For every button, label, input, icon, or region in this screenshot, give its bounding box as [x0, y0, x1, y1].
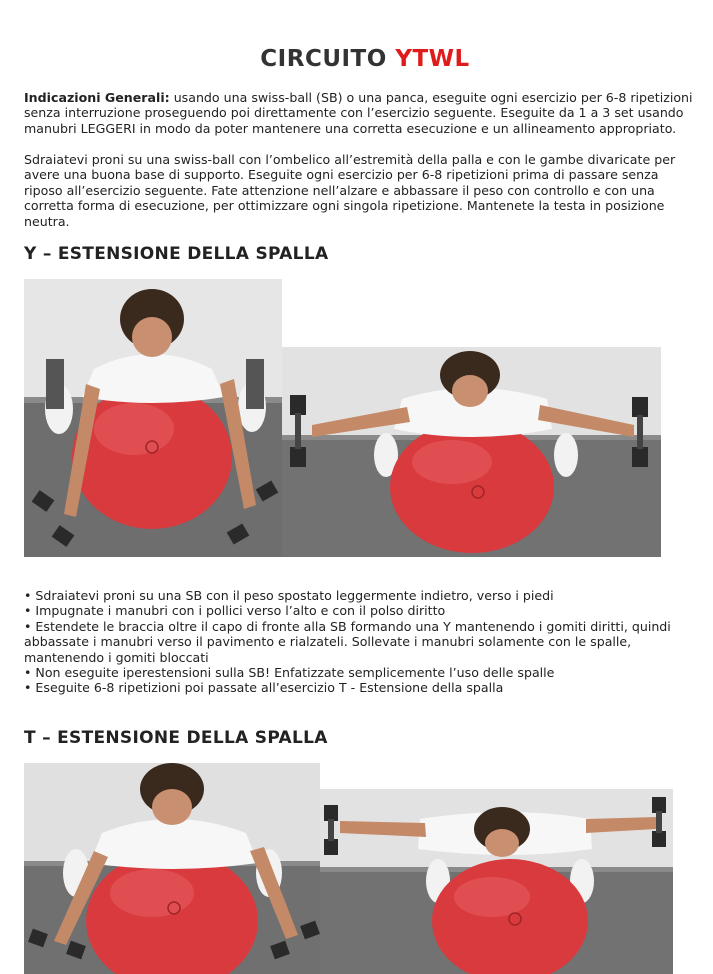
list-item: • Impugnate i manubri con i pollici verso l’alto e con il polso diritto — [24, 603, 446, 619]
y-exercise-photo-raised — [282, 347, 661, 557]
intro-line-1: usando una swiss-ball (SB) o una panca, eseguite ogni esercizio per 6-8 ripetizioni — [169, 90, 693, 105]
setup-line: neutra. — [24, 213, 70, 229]
section-y-heading: Y – ESTENSIONE DELLA SPALLA — [24, 244, 329, 264]
intro-paragraph — [24, 90, 713, 136]
title-main: CIRCUITO — [260, 46, 396, 72]
setup-line: corretta forma di esecuzione, per ottimizzare ogni singola ripetizione. Mantenete la testa in posizione — [24, 198, 665, 214]
setup-line: riposo all’esercizio seguente. Fate attenzione nell’alzare e abbassare il peso con controllo e con una — [24, 182, 655, 198]
setup-line: avere una buona base di supporto. Eseguite ogni esercizio per 6-8 ripetizioni prima di passare senza — [24, 167, 659, 183]
section-y-instructions — [24, 588, 713, 696]
list-item: abbassate i manubri verso il pavimento e rialzateli. Sollevate i manubri solamente con le spalle, — [24, 634, 632, 650]
list-item: mantenendo i gomiti bloccati — [24, 649, 209, 665]
intro-line-2: senza interruzione proseguendo poi direttamente con l’esercizio seguente. Eseguite da 1 a 3 set usando — [24, 105, 684, 121]
t-exercise-photo-start — [24, 763, 320, 974]
page-title — [0, 46, 713, 72]
list-item: • Eseguite 6-8 ripetizioni poi passate all’esercizio T - Estensione della spalla — [24, 680, 504, 696]
list-item: • Non eseguite iperestensioni sulla SB! Enfatizzate semplicemente l’uso delle spalle — [24, 664, 555, 680]
setup-line: Sdraiatevi proni su una swiss-ball con l’ombelico all’estremità della palla e con le gambe divaricate per — [24, 152, 676, 167]
section-t-heading: T – ESTENSIONE DELLA SPALLA — [24, 728, 328, 748]
list-item: • Sdraiatevi proni su una SB con il peso spostato leggermente indietro, verso i piedi — [24, 588, 554, 603]
t-exercise-photo-raised — [320, 789, 673, 974]
setup-paragraph — [24, 152, 713, 229]
intro-label: Indicazioni Generali: — [24, 90, 170, 105]
y-exercise-photo-start — [24, 279, 282, 557]
intro-line-3: manubri LEGGERI in modo da poter mantenere una corretta esecuzione e un allineamento appropriato. — [24, 120, 677, 136]
title-accent: YTWL — [395, 46, 470, 72]
list-item: • Estendete le braccia oltre il capo di fronte alla SB formando una Y mantenendo i gomiti diritti, quindi — [24, 618, 671, 634]
